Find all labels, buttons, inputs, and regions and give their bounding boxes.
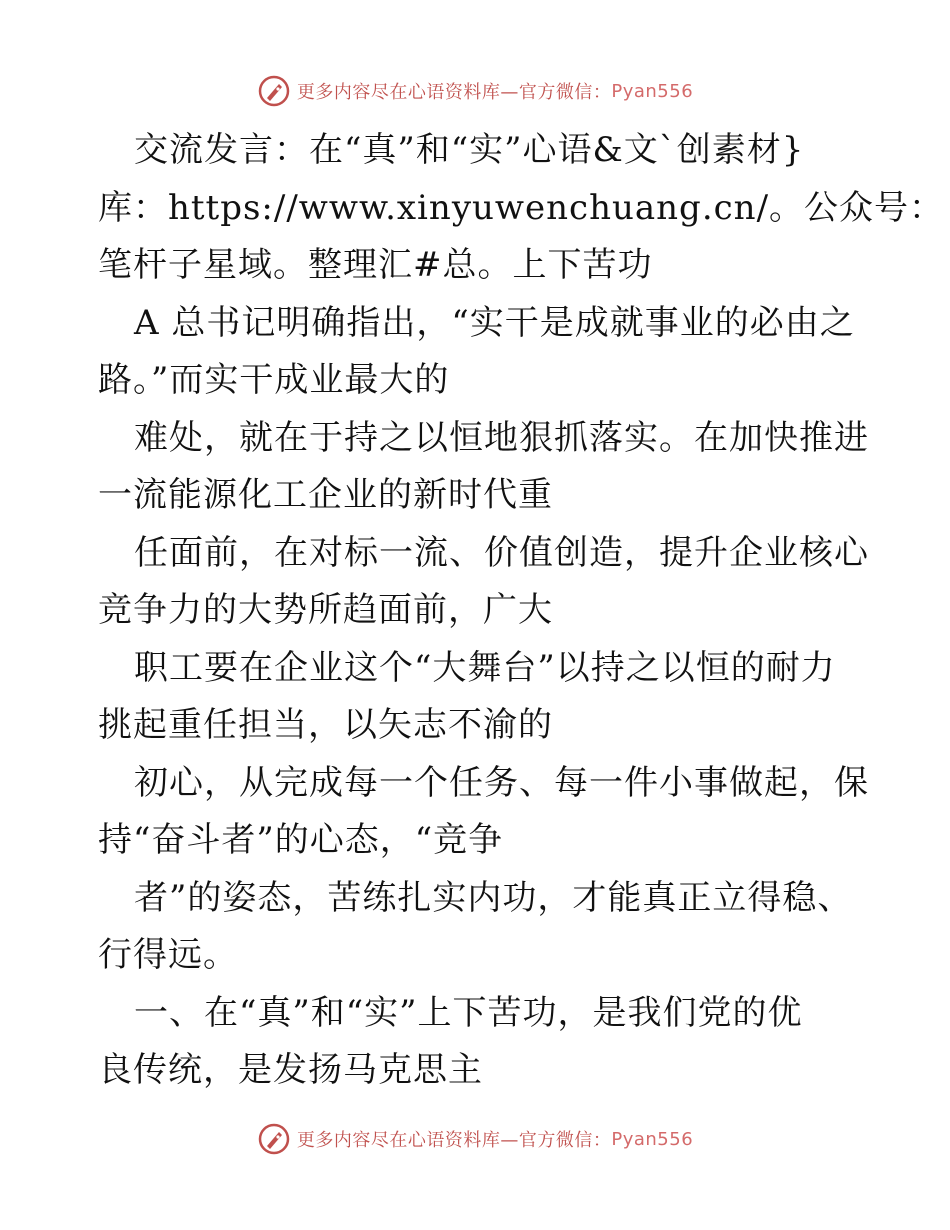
text-line: 任面前，在对标一流、价值创造，提升企业核心 <box>134 532 869 573</box>
text-line: 一流能源化工企业的新时代重 <box>98 475 553 515</box>
text-line: 竞争力的大势所趋面前，广大 <box>98 590 553 630</box>
text-line: 行得远。 <box>98 935 238 975</box>
text-line: 持“奋斗者”的心态，“竞争 <box>98 820 504 860</box>
text-line: 路。”而实干成业最大的 <box>98 360 450 400</box>
text-line: 初心，从完成每一个任务、每一件小事做起，保 <box>134 762 869 803</box>
text-line: A 总书记明确指出，“实干是成就事业的必由之 <box>134 302 855 343</box>
text-line: 交流发言：在“真”和“实”心语&文`创素材} <box>134 130 805 170</box>
watermark-wechat-id: Pyan556 <box>611 1128 694 1150</box>
header-watermark <box>0 74 950 108</box>
document-body <box>98 122 945 1100</box>
pen-nib-logo-icon <box>257 1122 291 1156</box>
text-line: 难处，就在于持之以恒地狠抓落实。在加快推进 <box>134 417 869 458</box>
pen-nib-logo-icon <box>257 74 291 108</box>
text-line: 库：https://www.xinyuwenchuang.cn/。公众号： <box>98 187 945 228</box>
watermark-wechat-id: Pyan556 <box>611 80 694 102</box>
text-line: 良传统，是发扬马克思主 <box>98 1050 483 1090</box>
footer-watermark <box>0 1122 950 1156</box>
text-line: 一、在“真”和“实”上下苦功，是我们党的优 <box>134 992 803 1033</box>
watermark-text: 更多内容尽在心语资料库—官方微信： <box>296 82 612 103</box>
watermark-text: 更多内容尽在心语资料库—官方微信： <box>296 1130 612 1151</box>
text-line: 挑起重任担当，以矢志不渝的 <box>98 705 553 745</box>
text-line: 者”的姿态，苦练扎实内功，才能真正立得稳、 <box>134 877 853 918</box>
text-line: 笔杆子星域。整理汇#总。上下苦功 <box>98 245 653 285</box>
text-line: 职工要在企业这个“大舞台”以持之以恒的耐力 <box>134 647 836 688</box>
